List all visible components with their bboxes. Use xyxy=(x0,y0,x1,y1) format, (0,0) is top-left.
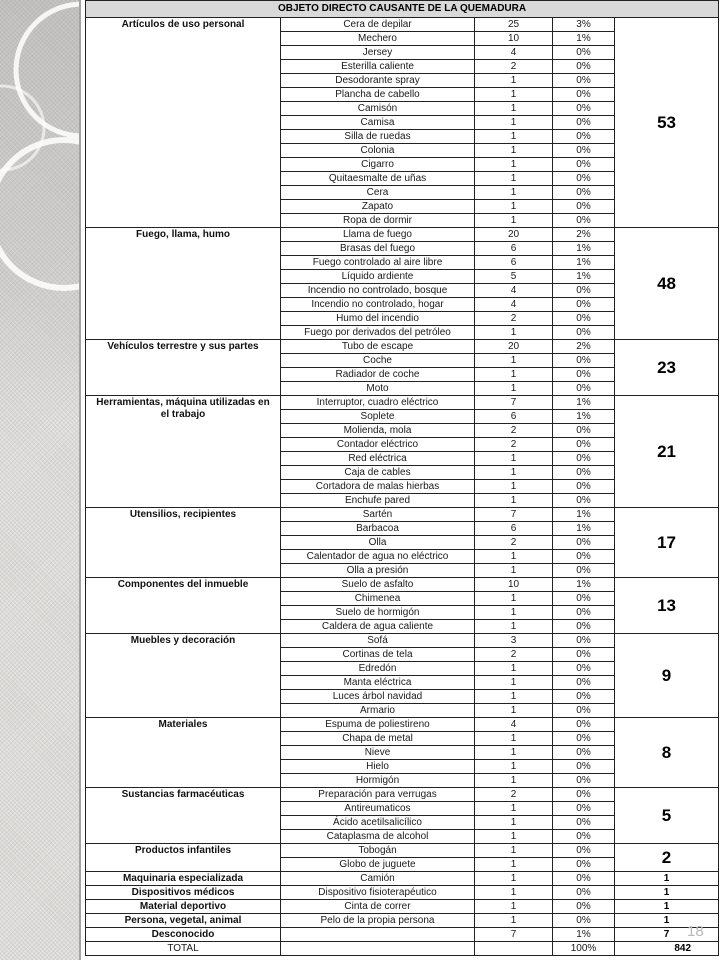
category-total: 1 xyxy=(615,900,719,914)
object-percent: 1% xyxy=(553,578,615,592)
object-count: 4 xyxy=(475,718,553,732)
object-percent: 0% xyxy=(553,830,615,844)
object-percent: 0% xyxy=(553,564,615,578)
object-count: 1 xyxy=(475,214,553,228)
object-percent: 0% xyxy=(553,872,615,886)
object-name: Tubo de escape xyxy=(281,340,475,354)
category-total: 17 xyxy=(615,508,719,578)
object-name: Molienda, mola xyxy=(281,424,475,438)
object-count: 1 xyxy=(475,186,553,200)
category-cell xyxy=(86,788,281,844)
object-name: Sartén xyxy=(281,508,475,522)
category-total: 1 xyxy=(615,914,719,928)
object-percent: 0% xyxy=(553,424,615,438)
object-percent: 0% xyxy=(553,480,615,494)
category-label: Sustancias farmacéuticas xyxy=(121,789,245,800)
object-count: 1 xyxy=(475,130,553,144)
category-total: 2 xyxy=(615,844,719,872)
object-percent: 0% xyxy=(553,690,615,704)
object-count: 1 xyxy=(475,592,553,606)
object-percent: 0% xyxy=(553,648,615,662)
object-name: Interruptor, cuadro eléctrico xyxy=(281,396,475,410)
object-percent: 0% xyxy=(553,158,615,172)
object-count: 2 xyxy=(475,648,553,662)
category-cell xyxy=(86,928,281,942)
category-label: Fuego, llama, humo xyxy=(136,229,230,240)
object-name: Fuego controlado al aire libre xyxy=(281,256,475,270)
object-percent: 2% xyxy=(553,228,615,242)
object-name: Cataplasma de alcohol xyxy=(281,830,475,844)
object-count: 1 xyxy=(475,690,553,704)
object-percent: 1% xyxy=(553,32,615,46)
object-percent: 0% xyxy=(553,172,615,186)
object-percent: 0% xyxy=(553,606,615,620)
object-count: 1 xyxy=(475,732,553,746)
object-count: 10 xyxy=(475,32,553,46)
table-title: OBJETO DIRECTO CAUSANTE DE LA QUEMADURA xyxy=(86,1,719,18)
object-count: 1 xyxy=(475,382,553,396)
object-name: Suelo de asfalto xyxy=(281,578,475,592)
object-name: Ropa de dormir xyxy=(281,214,475,228)
object-name: Jersey xyxy=(281,46,475,60)
object-percent: 1% xyxy=(553,410,615,424)
object-name: Tobogán xyxy=(281,844,475,858)
object-count: 1 xyxy=(475,172,553,186)
object-name: Llama de fuego xyxy=(281,228,475,242)
object-name: Ácido acetilsalicílico xyxy=(281,816,475,830)
object-percent: 0% xyxy=(553,914,615,928)
object-percent: 0% xyxy=(553,662,615,676)
object-count: 1 xyxy=(475,606,553,620)
object-name: Caldera de agua caliente xyxy=(281,620,475,634)
category-cell xyxy=(86,872,281,886)
object-count: 1 xyxy=(475,354,553,368)
object-percent: 0% xyxy=(553,74,615,88)
table-row xyxy=(86,844,719,858)
object-name: Brasas del fuego xyxy=(281,242,475,256)
category-label: Persona, vegetal, animal xyxy=(124,915,242,926)
object-percent: 0% xyxy=(553,60,615,74)
object-count: 1 xyxy=(475,200,553,214)
category-total: 53 xyxy=(615,18,719,228)
category-cell xyxy=(86,508,281,578)
object-name: Chapa de metal xyxy=(281,732,475,746)
header-row xyxy=(86,1,719,18)
object-count: 1 xyxy=(475,102,553,116)
object-name: Camisa xyxy=(281,116,475,130)
object-percent: 0% xyxy=(553,382,615,396)
object-percent: 0% xyxy=(553,186,615,200)
category-total: 21 xyxy=(615,396,719,508)
table-row xyxy=(86,788,719,802)
decorative-arcs xyxy=(0,0,79,960)
object-percent: 0% xyxy=(553,816,615,830)
category-label: Materiales xyxy=(158,719,208,730)
object-name: Enchufe pared xyxy=(281,494,475,508)
table-row xyxy=(86,508,719,522)
object-count: 20 xyxy=(475,228,553,242)
object-count: 1 xyxy=(475,494,553,508)
table-row xyxy=(86,886,719,900)
decorative-arc xyxy=(0,140,79,288)
object-name: Soplete xyxy=(281,410,475,424)
category-cell xyxy=(86,900,281,914)
object-name: Esterilla caliente xyxy=(281,60,475,74)
object-percent: 0% xyxy=(553,144,615,158)
object-count: 1 xyxy=(475,662,553,676)
object-count: 2 xyxy=(475,438,553,452)
object-name: Plancha de cabello xyxy=(281,88,475,102)
object-name: Olla a presión xyxy=(281,564,475,578)
category-total: 13 xyxy=(615,578,719,634)
object-count: 3 xyxy=(475,634,553,648)
object-count: 1 xyxy=(475,88,553,102)
object-name: Cera xyxy=(281,186,475,200)
object-name: Cortadora de malas hierbas xyxy=(281,480,475,494)
object-percent: 1% xyxy=(553,242,615,256)
total-percent: 100% xyxy=(553,942,615,956)
category-cell xyxy=(86,718,281,788)
object-name: Cera de depilar xyxy=(281,18,475,32)
object-name: Nieve xyxy=(281,746,475,760)
burn-object-table xyxy=(85,0,719,956)
object-name: Fuego por derivados del petróleo xyxy=(281,326,475,340)
object-percent: 0% xyxy=(553,592,615,606)
category-label: Material deportivo xyxy=(139,901,227,912)
object-name: Hielo xyxy=(281,760,475,774)
object-percent: 0% xyxy=(553,620,615,634)
object-count: 1 xyxy=(475,802,553,816)
table-row xyxy=(86,900,719,914)
category-cell xyxy=(86,844,281,872)
object-count: 1 xyxy=(475,116,553,130)
table-row xyxy=(86,340,719,354)
object-name: Suelo de hormigón xyxy=(281,606,475,620)
object-count: 1 xyxy=(475,858,553,872)
object-percent: 0% xyxy=(553,746,615,760)
table-row xyxy=(86,872,719,886)
object-name: Camión xyxy=(281,872,475,886)
object-name: Cortinas de tela xyxy=(281,648,475,662)
object-count: 1 xyxy=(475,774,553,788)
object-percent: 0% xyxy=(553,466,615,480)
category-cell xyxy=(86,578,281,634)
object-name: Colonia xyxy=(281,144,475,158)
object-name: Desodorante spray xyxy=(281,74,475,88)
object-percent: 0% xyxy=(553,732,615,746)
object-count: 10 xyxy=(475,578,553,592)
category-cell xyxy=(86,396,281,508)
object-count: 5 xyxy=(475,270,553,284)
category-cell xyxy=(86,340,281,396)
object-percent: 0% xyxy=(553,298,615,312)
object-percent: 0% xyxy=(553,858,615,872)
object-count: 1 xyxy=(475,564,553,578)
category-label: Artículos de uso personal xyxy=(121,19,245,30)
grand-total: 842 xyxy=(615,942,719,956)
object-percent: 0% xyxy=(553,116,615,130)
object-percent: 1% xyxy=(553,522,615,536)
object-count: 1 xyxy=(475,74,553,88)
category-total: 48 xyxy=(615,228,719,340)
category-total: 1 xyxy=(615,886,719,900)
object-percent: 0% xyxy=(553,676,615,690)
object-percent: 1% xyxy=(553,256,615,270)
object-percent: 1% xyxy=(553,270,615,284)
object-name: Incendio no controlado, hogar xyxy=(281,298,475,312)
object-percent: 1% xyxy=(553,508,615,522)
object-name: Olla xyxy=(281,536,475,550)
object-count: 6 xyxy=(475,410,553,424)
object-percent: 0% xyxy=(553,788,615,802)
object-name: Cigarro xyxy=(281,158,475,172)
object-percent: 0% xyxy=(553,802,615,816)
object-count: 1 xyxy=(475,480,553,494)
object-count: 1 xyxy=(475,466,553,480)
object-count: 1 xyxy=(475,830,553,844)
decorative-arc xyxy=(16,4,79,136)
object-name: Manta eléctrica xyxy=(281,676,475,690)
object-name: Dispositivo fisioterapéutico xyxy=(281,886,475,900)
object-percent: 0% xyxy=(553,312,615,326)
object-percent: 0% xyxy=(553,438,615,452)
category-cell xyxy=(86,228,281,340)
object-percent: 0% xyxy=(553,200,615,214)
object-percent: 0% xyxy=(553,354,615,368)
category-label: Dispositivos médicos xyxy=(131,887,235,898)
category-total: 5 xyxy=(615,788,719,844)
object-count: 7 xyxy=(475,508,553,522)
object-percent: 0% xyxy=(553,102,615,116)
object-percent: 1% xyxy=(553,396,615,410)
total-label: TOTAL xyxy=(86,942,281,956)
object-name: Hormigón xyxy=(281,774,475,788)
category-label: Desconocido xyxy=(151,929,215,940)
object-count: 1 xyxy=(475,676,553,690)
object-count: 6 xyxy=(475,242,553,256)
object-count: 1 xyxy=(475,368,553,382)
object-count: 1 xyxy=(475,158,553,172)
object-count: 1 xyxy=(475,746,553,760)
object-percent: 0% xyxy=(553,46,615,60)
object-percent: 2% xyxy=(553,340,615,354)
object-count: 1 xyxy=(475,704,553,718)
object-percent: 0% xyxy=(553,214,615,228)
object-percent: 0% xyxy=(553,550,615,564)
object-percent: 0% xyxy=(553,368,615,382)
object-name: Luces árbol navidad xyxy=(281,690,475,704)
table-row xyxy=(86,718,719,732)
object-name: Silla de ruedas xyxy=(281,130,475,144)
object-count: 6 xyxy=(475,522,553,536)
object-count: 2 xyxy=(475,312,553,326)
page-number: 18 xyxy=(687,923,704,940)
object-count: 1 xyxy=(475,452,553,466)
object-percent: 0% xyxy=(553,88,615,102)
object-name: Radiador de coche xyxy=(281,368,475,382)
object-percent: 0% xyxy=(553,704,615,718)
object-percent: 0% xyxy=(553,760,615,774)
object-percent: 0% xyxy=(553,494,615,508)
category-label: Vehículos terrestre y sus partes xyxy=(107,341,259,352)
object-count: 1 xyxy=(475,620,553,634)
object-percent: 1% xyxy=(553,928,615,942)
object-name: Pelo de la propia persona xyxy=(281,914,475,928)
object-name: Cinta de correr xyxy=(281,900,475,914)
object-name: Preparación para verrugas xyxy=(281,788,475,802)
object-name: Contador eléctrico xyxy=(281,438,475,452)
object-percent: 0% xyxy=(553,900,615,914)
object-name: Barbacoa xyxy=(281,522,475,536)
object-count: 1 xyxy=(475,844,553,858)
object-percent: 0% xyxy=(553,774,615,788)
object-percent: 0% xyxy=(553,326,615,340)
object-name: Coche xyxy=(281,354,475,368)
category-cell xyxy=(86,634,281,718)
object-count: 2 xyxy=(475,424,553,438)
empty-cell xyxy=(281,942,475,956)
object-count: 4 xyxy=(475,46,553,60)
object-percent: 0% xyxy=(553,718,615,732)
object-name: Edredón xyxy=(281,662,475,676)
object-name: Mechero xyxy=(281,32,475,46)
table-row xyxy=(86,396,719,410)
object-percent: 0% xyxy=(553,284,615,298)
object-name xyxy=(281,928,475,942)
object-count: 1 xyxy=(475,886,553,900)
object-count: 25 xyxy=(475,18,553,32)
total-row xyxy=(86,942,719,956)
object-name: Zapato xyxy=(281,200,475,214)
decorative-side-panel xyxy=(0,0,81,960)
object-count: 6 xyxy=(475,256,553,270)
object-percent: 0% xyxy=(553,844,615,858)
object-name: Moto xyxy=(281,382,475,396)
object-count: 1 xyxy=(475,144,553,158)
category-cell xyxy=(86,914,281,928)
object-count: 1 xyxy=(475,760,553,774)
category-label: Utensilios, recipientes xyxy=(129,509,237,520)
object-count: 2 xyxy=(475,60,553,74)
table-row xyxy=(86,228,719,242)
object-count: 1 xyxy=(475,326,553,340)
object-count: 1 xyxy=(475,550,553,564)
category-total: 23 xyxy=(615,340,719,396)
table-container xyxy=(85,0,718,956)
category-label: Herramientas, máquina utilizadas en el trabajo xyxy=(96,397,270,420)
object-name: Armario xyxy=(281,704,475,718)
object-count: 1 xyxy=(475,872,553,886)
table-row xyxy=(86,634,719,648)
object-count: 1 xyxy=(475,816,553,830)
object-count: 7 xyxy=(475,928,553,942)
object-count: 1 xyxy=(475,900,553,914)
empty-cell xyxy=(475,942,553,956)
object-percent: 0% xyxy=(553,452,615,466)
object-name: Incendio no controlado, bosque xyxy=(281,284,475,298)
object-name: Antireumaticos xyxy=(281,802,475,816)
object-name: Líquido ardiente xyxy=(281,270,475,284)
object-name: Globo de juguete xyxy=(281,858,475,872)
table-row xyxy=(86,18,719,32)
object-count: 4 xyxy=(475,298,553,312)
object-count: 20 xyxy=(475,340,553,354)
table-row xyxy=(86,578,719,592)
category-total: 9 xyxy=(615,634,719,718)
object-name: Caja de cables xyxy=(281,466,475,480)
object-count: 1 xyxy=(475,914,553,928)
category-label: Productos infantiles xyxy=(134,845,232,856)
object-percent: 0% xyxy=(553,130,615,144)
object-name: Sofá xyxy=(281,634,475,648)
category-total: 7 xyxy=(615,928,719,942)
object-name: Calentador de agua no eléctrico xyxy=(281,550,475,564)
object-percent: 3% xyxy=(553,18,615,32)
category-cell xyxy=(86,18,281,228)
category-label: Maquinaria especializada xyxy=(122,873,244,884)
table-body xyxy=(86,1,719,956)
object-percent: 0% xyxy=(553,536,615,550)
object-percent: 0% xyxy=(553,634,615,648)
object-name: Red eléctrica xyxy=(281,452,475,466)
object-name: Humo del incendio xyxy=(281,312,475,326)
category-label: Muebles y decoración xyxy=(130,635,236,646)
category-label: Componentes del inmueble xyxy=(117,579,249,590)
object-count: 4 xyxy=(475,284,553,298)
object-name: Camisón xyxy=(281,102,475,116)
object-count: 2 xyxy=(475,788,553,802)
object-count: 2 xyxy=(475,536,553,550)
category-total: 8 xyxy=(615,718,719,788)
object-name: Chimenea xyxy=(281,592,475,606)
table-row xyxy=(86,914,719,928)
object-count: 7 xyxy=(475,396,553,410)
object-name: Espuma de poliestireno xyxy=(281,718,475,732)
object-name: Quitaesmalte de uñas xyxy=(281,172,475,186)
category-total: 1 xyxy=(615,872,719,886)
table-row xyxy=(86,928,719,942)
object-percent: 0% xyxy=(553,886,615,900)
category-cell xyxy=(86,886,281,900)
